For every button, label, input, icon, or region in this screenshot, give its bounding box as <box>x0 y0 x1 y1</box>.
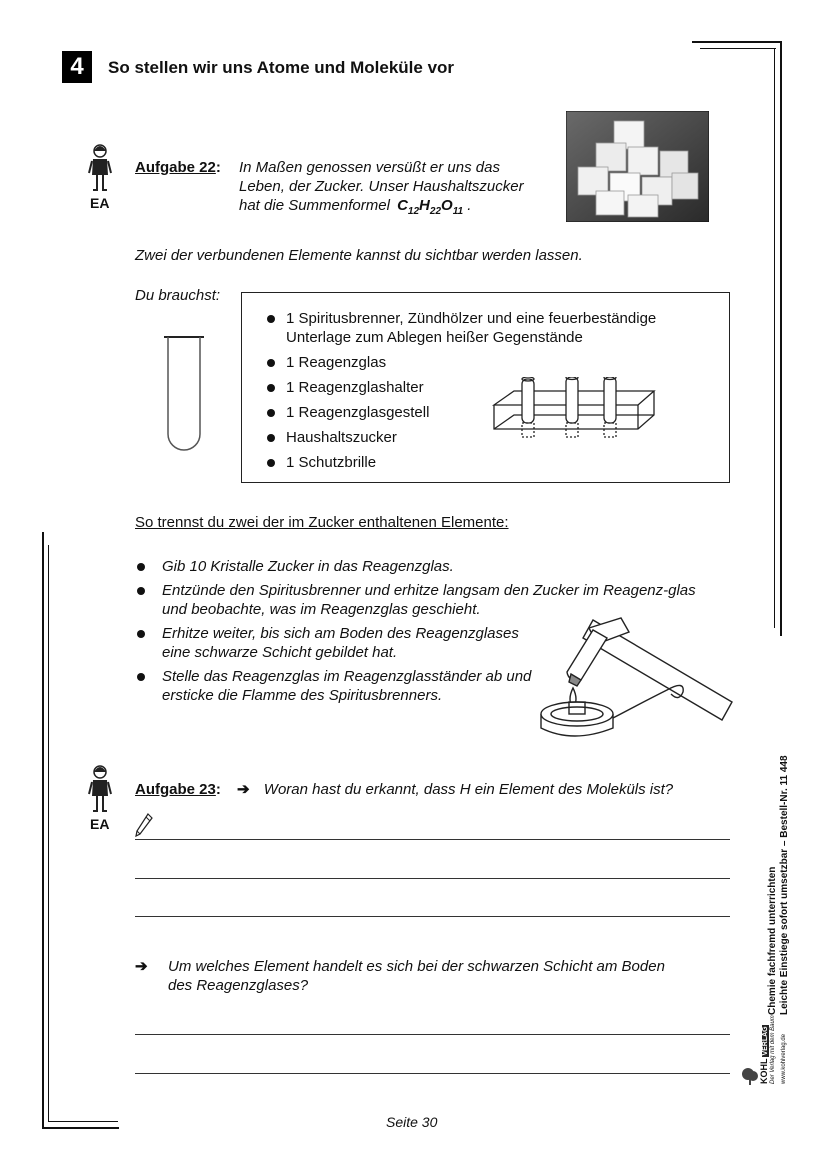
procedure-title: So trennst du zwei der im Zucker enthaltenen Elemente: <box>135 514 509 531</box>
frame-right-line <box>780 41 782 636</box>
task22-text <box>239 158 559 221</box>
task23-question1: Woran hast du erkannt, dass H ein Element des Moleküls ist? <box>263 781 674 798</box>
frame-left-line <box>42 532 44 1129</box>
tree-logo-icon <box>740 1066 760 1086</box>
material-item: Haushaltszucker <box>242 428 702 447</box>
answer-line[interactable] <box>135 878 730 879</box>
task22-text-line2: Leben, der Zucker. Unser Haushaltszucker <box>239 178 524 195</box>
frame-left-line-inner <box>48 545 49 1122</box>
work-form-label: EA <box>90 816 110 832</box>
test-tube-image <box>160 334 210 456</box>
procedure-step: Erhitze weiter, bis sich am Boden des Reagenzglases eine schwarze Schicht gebildet hat. <box>135 624 547 662</box>
work-form-label: EA <box>90 195 110 211</box>
pencil-icon <box>134 812 154 838</box>
publisher-logo <box>760 1025 770 1084</box>
frame-top-line-inner <box>700 48 776 49</box>
frame-right-line-inner <box>774 48 775 628</box>
task23-question2: ➔ Um welches Element handelt es sich bei der schwarzen Schicht am Boden des Reagenzglases? <box>135 958 665 994</box>
material-item: 1 Schutzbrille <box>242 453 702 472</box>
frame-top-line <box>692 41 782 43</box>
frame-bottom-line-inner <box>48 1121 118 1122</box>
task23-label: Aufgabe 23 <box>135 781 216 798</box>
sugar-formula: $C_{12}H_{22}O_{11}$ <box>397 197 464 217</box>
arrow-icon: ➔ <box>135 958 148 975</box>
answer-line[interactable] <box>135 839 730 840</box>
task22-text-line1: In Maßen genossen versüßt er uns das <box>239 159 500 176</box>
student-figure-icon <box>88 143 112 193</box>
task22-colon: : <box>215 159 221 176</box>
material-item: 1 Reagenzglasgestell <box>242 403 702 422</box>
answer-line[interactable] <box>135 916 730 917</box>
procedure-step: Entzünde den Spiritusbrenner und erhitze langsam den Zucker im Reagenz-glas und beobachte, was im Reagenzglas geschieht. <box>135 581 702 619</box>
task22-label: Aufgabe 22 <box>135 159 216 176</box>
burner-experiment-image <box>537 610 742 748</box>
procedure-step: Stelle das Reagenzglas im Reagenzglasständer ab und ersticke die Flamme des Spiritusbrenners. <box>135 667 532 705</box>
arrow-icon: ➔ <box>237 781 250 798</box>
frame-bottom-line <box>42 1127 119 1129</box>
task23-heading: Aufgabe 23: ➔ Woran hast du erkannt, dass H ein Element des Moleküls ist? <box>135 781 674 798</box>
side-imprint: Chemie fachfremd unterrichten Leichte Einstiege sofort umsetzbar – Bestell-Nr. 11 448 <box>767 755 790 1015</box>
test-tube-rack-image <box>490 377 658 449</box>
task22-intro: Zwei der verbundenen Elemente kannst du sichtbar werden lassen. <box>135 247 583 264</box>
publisher-sub: VERLAG <box>762 1026 769 1056</box>
student-figure-icon <box>88 764 112 814</box>
publisher-website[interactable]: www.kohlverlag.de <box>781 1033 787 1084</box>
chapter-number: 4 <box>62 51 92 83</box>
publisher-name: KOHL <box>759 1058 769 1084</box>
material-item: 1 Reagenzglashalter <box>242 378 702 397</box>
material-item: 1 Reagenzglas <box>242 353 702 372</box>
material-item: 1 Spiritusbrenner, Zündhölzer und eine feuerbeständige Unterlage zum Ablegen heißer Gegenstände <box>242 309 702 347</box>
needs-label: Du brauchst: <box>135 287 221 304</box>
answer-line[interactable] <box>135 1034 730 1035</box>
publisher-slogan: Der Verlag mit dem Baum <box>770 1015 776 1084</box>
materials-box <box>241 292 730 483</box>
sugar-cubes-image <box>566 111 709 222</box>
task22-heading <box>135 158 221 177</box>
page-number: Seite 30 <box>386 1114 438 1130</box>
task22-text-line3: hat die Summenformel $C_{12}H_{22}O_{11}$ . <box>239 197 472 217</box>
procedure-step: Gib 10 Kristalle Zucker in das Reagenzglas. <box>135 557 710 576</box>
answer-line[interactable] <box>135 1073 730 1074</box>
chapter-title: So stellen wir uns Atome und Moleküle vor <box>108 58 455 77</box>
